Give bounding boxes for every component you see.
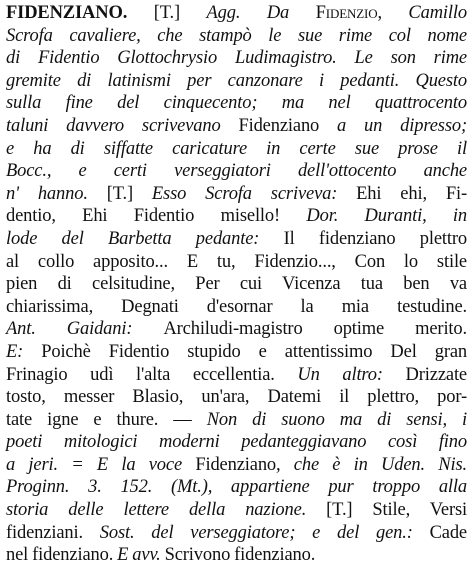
- entry-text-run: E:: [6, 341, 42, 362]
- entry-line: [6, 476, 467, 499]
- entry-text-run: Cade: [429, 522, 467, 543]
- entry-text-run: chiarissima, Degnati d'esornar la mia testudine.: [6, 296, 467, 317]
- entry-text-run: Ehi ehi, Fi-: [356, 183, 467, 204]
- entry-text-run: poeti mitologici moderni pedanteggiavano così fino: [6, 432, 467, 453]
- entry-text-run: , appartiene pur troppo alla: [207, 477, 467, 498]
- entry-text-run: Ant. Gaidani:: [6, 319, 164, 340]
- entry-text-run: storia delle lettere della nazione.: [6, 500, 327, 521]
- entry-text-run: Camillo: [408, 3, 467, 23]
- entry-line: [6, 2, 467, 25]
- entry-text-run: a un dipresso;: [319, 115, 467, 136]
- entry-text-run: Frinagio udì l'alta eccellentia.: [6, 364, 298, 385]
- entry-line: [6, 318, 467, 341]
- entry-headword: FIDENZIANO.: [6, 3, 128, 23]
- entry-text-run: pien di celsitudine, Per cui Vicenza tua ben va: [6, 274, 467, 295]
- entry-text-run: [T.]: [106, 183, 152, 204]
- entry-line: [6, 364, 467, 387]
- entry-line: [6, 273, 467, 296]
- entry-text-run: dentio, Ehi Fidentio misello!: [6, 206, 307, 227]
- entry-text-run: Fidenziano: [195, 454, 277, 475]
- entry-text-run: nel fidenziano.: [6, 545, 118, 566]
- entry-text-run: tate igne e thure. —: [6, 409, 207, 430]
- entry-text-run: Scrofa cavaliere, che stampò le sue rime col nome: [6, 25, 467, 46]
- entry-line: [6, 205, 467, 228]
- entry-text-run: ,: [377, 3, 409, 23]
- entry-text-run: Fidenzio: [315, 3, 378, 23]
- entry-text-run: Proginn. 3. 152.: [6, 477, 171, 498]
- entry-line: [6, 47, 467, 70]
- entry-text-run: gremite di latinismi per canzonare i pedanti. Questo: [6, 70, 467, 91]
- entry-text-run: (Mt.): [170, 477, 208, 498]
- entry-line: [6, 25, 467, 48]
- entry-text-run: taluni davvero scrivevano: [6, 115, 239, 136]
- entry-text-run: Bocc., e certi verseggiatori dell'ottocento anche: [6, 161, 467, 182]
- entry-line: [6, 499, 467, 522]
- entry-text-run: Fidenziano: [238, 115, 320, 136]
- entry-text-run: Archiludi-magistro optime merito.: [163, 319, 467, 340]
- entry-line: [6, 544, 467, 567]
- entry-text-run: Drizzate: [405, 364, 467, 385]
- entry-line: [6, 454, 467, 477]
- entry-text-run: n' hanno.: [6, 183, 107, 204]
- entry-text-run: E avv.: [117, 545, 165, 566]
- entry-text-run: Dor. Duranti, in: [306, 206, 467, 227]
- entry-line: [6, 409, 467, 432]
- entry-text-run: lode del Barbetta pedante:: [6, 228, 284, 249]
- entry-line: [6, 183, 467, 206]
- entry-line: [6, 160, 467, 183]
- entry-line: [6, 431, 467, 454]
- entry-text-run: di Fidentio Glottochrysio Ludimagistro. Le son rime: [6, 48, 467, 69]
- entry-line: [6, 341, 467, 364]
- entry-text-run: e ha di siffatte caricature in certe sue prose il: [6, 138, 467, 159]
- entry-text-run: a jeri. = E la voce: [6, 454, 196, 475]
- entry-text-run: [T.]: [127, 3, 207, 23]
- entry-text-run: fidenziani.: [6, 522, 100, 543]
- entry-text-run: Il fidenziano plettro: [283, 228, 467, 249]
- entry-text-run: Un altro:: [297, 364, 406, 385]
- entry-line: [6, 92, 467, 115]
- entry-text-run: , che è in Uden. Nis.: [276, 454, 468, 475]
- entry-line: [6, 228, 467, 251]
- entry-text-run: tosto, messer Blasio, un'ara, Datemi il plettro, por-: [6, 387, 467, 408]
- entry-text-run: Scrivono fidenziano.: [164, 545, 316, 566]
- entry-text-run: Esso Scrofa scriveva:: [151, 183, 357, 204]
- entry-line: [6, 251, 467, 274]
- entry-line: [6, 138, 467, 161]
- entry-text-run: al collo apposito... E tu, Fidenzio..., Con lo stile: [6, 251, 467, 272]
- entry-line: [6, 115, 467, 138]
- entry-text-run: Sost. del verseggiatore; e del gen.:: [99, 522, 430, 543]
- entry-text-run: Poichè Fidentio stupido e attentissimo Del gran: [41, 341, 467, 362]
- entry-text-run: sulla fine del cinquecento; ma nel quattrocento: [6, 93, 467, 114]
- entry-text-run: Non di suono ma di sensi, i: [206, 409, 467, 430]
- entry-line: [6, 70, 467, 93]
- entry-text-run: Agg. Da: [206, 3, 316, 23]
- entry-text-run: [T.] Stile, Versi: [326, 500, 467, 521]
- entry-line: [6, 296, 467, 319]
- entry-line: [6, 386, 467, 409]
